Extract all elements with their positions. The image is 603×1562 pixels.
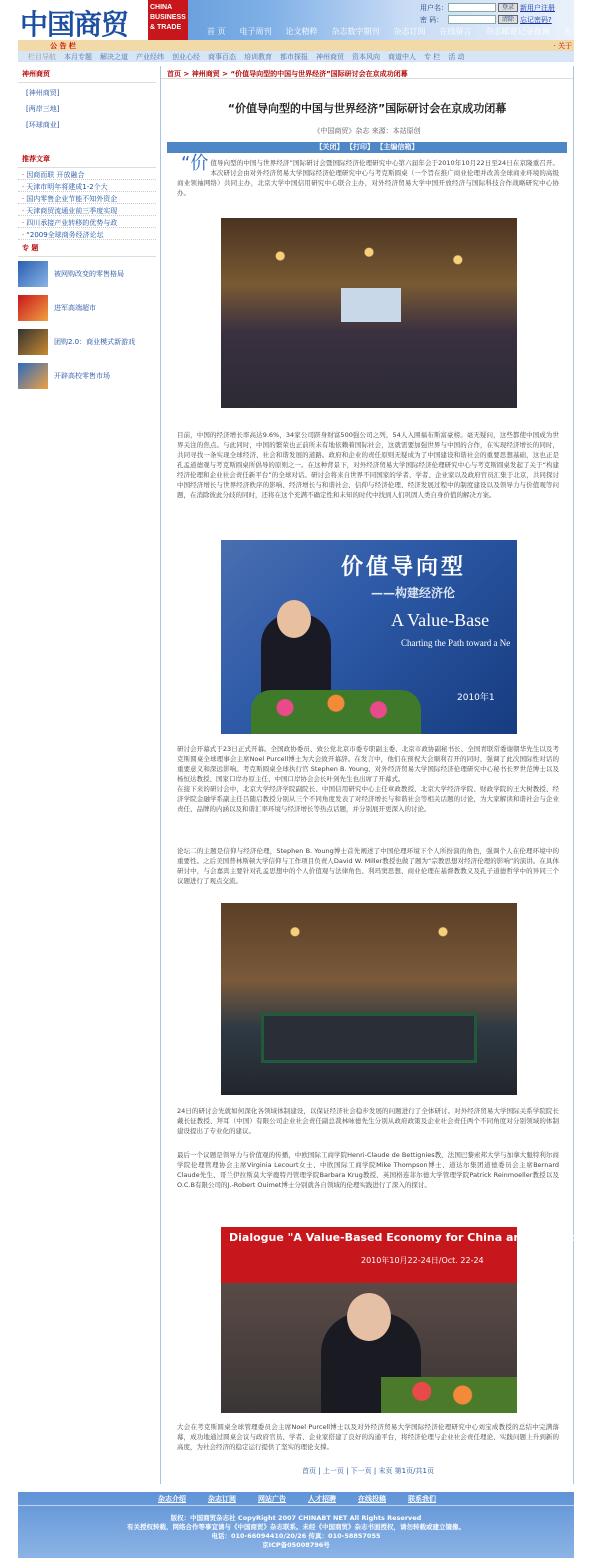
password-input[interactable] <box>448 15 496 24</box>
article-paragraph: 24日的研讨会先就如何深化各领域体制建设，以保证经济社会稳步发展的问题进行了全体研讨。对外经济贸易大学国际关系学院院长戴长征教授、拜耳（中国）有限公司企业社会责任副总裁林咏德先生分别从政府政策及企业社会责任两个不同角度对分别领域的体制建设提出了专业化的建议。 <box>177 1107 559 1135</box>
sidebar-section-title: 神州商贸 <box>18 66 156 83</box>
logo-text-en: CHINA BUSINESS & TRADE <box>148 0 188 40</box>
article-paragraph: 研讨会开幕式于23日正式开幕。全国政协委员、致公党北京市委专职副主委、北京市政协副秘书长、全国青联常委谢朝华先生以及考克斯圆桌全球理事会主席Noel Purcell博士为大会致开幕辞。在发言中，他们在预祝大会顺利召开的同时，强调了此次国际性对话的重要意义和深远影响。考克斯圆桌全球执行官 Stephen B. Young、对外经济贸易大学国际经济伦理研究中心秘书长罗世范博士以及杨恒达教授、国家口岸办原主任、中国口岸协会会长叶剑先生也出席了开幕式。 在接下来的研讨会中，北京大学经济学院副院长、中国信用研究中心主任章政教授、北京大学经济学院、财政学院的王大树教授、经济学院金融学系副主任吕随启教授分别从三个不同角度发表了对经济增长与和谐社会等相关话题的讨论，为大家解读和谐社会与企业责任、品牌的内涵以及和谐汇率环境与经济增长等热点话题，并分别展开更深入的讨论。 <box>177 745 559 813</box>
article-paragraph: 最后一个议题是领导力与价值观的传播，中欧国际工商学院Henri-Claude de Bettignies教、法国巴黎索邦大学与加拿大魁特利尔商学院伦理管理协会主席Virginia Lecourt女士、中欧国际工商学院Mike Thompson博士、道达尔集团道德委员会主席Bernard Claude先生、哥兰伊拉斯莫大学鹿特丹管理学院Barbara Krug教授、英国格连菲尔德大学管理学院Patrick Reinmoeller教授以及O.C.B有限公司的J.-Robert Ouimet博士分别就各自领域的伦理实践进行了深入的探讨。 <box>177 1151 559 1189</box>
notice-text[interactable]: · 关于 <box>553 41 572 50</box>
footer-link[interactable]: 杂志介绍 <box>158 1494 186 1503</box>
article-byline: 《中国商贸》杂志 来源：本站原创 <box>313 127 421 135</box>
main-nav <box>200 26 603 37</box>
breadcrumb[interactable]: 首页 > 神州商贸 > “价值导向型的中国与世界经济”国际研讨会在京成功闭幕 <box>161 66 573 79</box>
article-paragraph: 目前，中国的经济增长率高达9.6%，34家公司跻身财富500强公司之列，54人入围福布斯富豪榜。毫无疑问，这些都使中国成为世界关注的焦点。与此同时，中国的繁荣也正前所未有地依赖着国际社会，这就需要加强世界与中国的合作，在实现经济增长的同时，共同寻找一条实现全球经济、社会和谐发展的道路。政府和企业的责任原则无疑成为了中国建设和谐社会的重要思想基础，这也正是孔孟道德观与考克斯圆桌所倡导的原则之一。在这种背景下，对外经济贸易大学国际经济伦理研究中心与考克斯圆桌发起了关于“构建经济伦理和企业社会责任新平台”的全球对话。研讨会将来自世界不同国家的学者、学者、企业家以及政府官员汇集于北京，共同探讨中国经济增长与世界经济秩序的影响、经济增长与和谐社会、信仰与经济伦理、经济发展过程中的制度建设以及领导力与价值观等问题，在消除彼此分歧的同时，还将在这个充满不确定性和未知的时代中找到人们巩固人类自身价值的解决方案。 <box>177 431 559 499</box>
topic-item[interactable]: 进军高端超市 <box>18 291 156 325</box>
nav-about[interactable]: 关于我们 <box>563 27 596 36</box>
subnav-label: 栏目导航 <box>28 52 56 61</box>
table-flowers <box>381 1377 517 1413</box>
logo-text-cn: 中国商贸 <box>20 8 129 41</box>
sidebar <box>18 66 156 393</box>
page-wrapper <box>18 0 596 1549</box>
nav-weekly[interactable]: 电子周刊 <box>239 27 272 36</box>
roundtable <box>261 1013 477 1063</box>
subnav-item[interactable]: 培训教育 <box>244 52 272 61</box>
subnav-item[interactable]: 资本风向 <box>352 52 380 61</box>
subnav-item[interactable]: 创业心经 <box>172 52 200 61</box>
nav-message[interactable]: 在线留言 <box>439 27 472 36</box>
drop-quote: “价 <box>181 153 209 174</box>
login-form <box>420 2 570 26</box>
site-footer <box>18 1492 574 1558</box>
sidebar-category-links <box>18 83 156 131</box>
logo[interactable] <box>18 0 148 40</box>
sidebar-link[interactable]: [神州商贸] <box>26 89 60 97</box>
forgot-password-link[interactable]: 忘记密码? <box>520 15 552 24</box>
nav-mail-query[interactable]: 杂志邮寄记录查询 <box>485 27 550 36</box>
article-paragraph: “价值导向型的中国与世界经济”国际研讨会暨国际经济伦理研究中心第六届年会于2010年10月22日至24日在京隆重召开。本次研讨会由对外经济贸易大学国际经济伦理研究中心与考克斯圆桌（一个旨在推广商业伦理并改善全球商业环境的高级商业领袖网络）共同主办，北京大学中国信用研究中心联合主办，对外经济贸易大学中国开放经济与国际科技合作战略研究中心协办。 <box>177 153 559 197</box>
sidebar-section-title: 推荐文章 <box>18 151 156 168</box>
sidebar-link[interactable]: [两岸三地] <box>26 105 60 113</box>
nav-digital[interactable]: 杂志数字期刊 <box>331 27 380 36</box>
conference-photo-2: 价值导向型 ——构建经济伦 A Value-Base Charting the Path toward a Ne 2010年1 <box>221 540 517 734</box>
subnav-item[interactable]: 产业经纬 <box>136 52 164 61</box>
subnav-item[interactable]: 活 动 <box>448 52 465 61</box>
footer-link[interactable]: 杂志订阅 <box>208 1494 236 1503</box>
list-item[interactable]: · 国内零售企业节能不知外资企 <box>18 192 156 204</box>
speaker-head <box>277 600 311 638</box>
footer-link[interactable]: 网站广告 <box>258 1494 286 1503</box>
topic-thumbnail[interactable] <box>18 329 48 355</box>
article-title: “价值导向型的中国与世界经济”国际研讨会在京成功闭幕 <box>227 102 507 115</box>
password-label: 密 码： <box>420 15 444 24</box>
conference-photo-3 <box>221 903 517 1095</box>
list-item[interactable]: · 天津市明年将建成1-2个大 <box>18 180 156 192</box>
footer-link[interactable]: 在线投稿 <box>358 1494 386 1503</box>
projection-screen <box>341 288 401 322</box>
list-item[interactable]: · 天津商贸流通业前三季度实现 <box>18 204 156 216</box>
subnav-item[interactable]: 解决之道 <box>100 52 128 61</box>
list-item[interactable]: · “2009全球商务经济论坛 <box>18 228 156 240</box>
footer-nav <box>18 1492 574 1506</box>
conference-photo-4: Dialogue "A Value-Based Economy for China and the Wo 2010年10月22-24日/Oct. 22-24 <box>221 1227 517 1413</box>
subnav-item[interactable]: 神州商贸 <box>316 52 344 61</box>
subnav-item[interactable]: 本月专题 <box>64 52 92 61</box>
notice-label: 公 告 栏 <box>50 41 76 50</box>
topic-thumbnail[interactable] <box>18 261 48 287</box>
topic-item[interactable]: 被网购改变的零售格局 <box>18 257 156 291</box>
sub-nav <box>18 51 574 62</box>
footer-notice: 有关授权转载、网络合作等事宜请与《中国商贸》杂志联系。未经《中国商贸》杂志书面授权，请勿转载或建立镜像。 <box>127 1523 465 1531</box>
footer-link[interactable]: 人才招聘 <box>308 1494 336 1503</box>
footer-copyright: 版权：中国商贸杂志社 CopyRight 2007 CHINABT NET All Rights Reserved <box>170 1514 422 1522</box>
topic-thumbnail[interactable] <box>18 295 48 321</box>
recommended-list <box>18 168 156 240</box>
speaker-head <box>347 1293 391 1341</box>
footer-link[interactable]: 联系我们 <box>408 1494 436 1503</box>
article-paragraph: 论坛二的主题是信仰与经济伦理，Stephen B. Young博士首先阐述了中国伦理环境下个人所扮演的角色，强调个人在伦理环境中的重要性。之后美国普林斯顿大学信仰与工作项目负责人David W. Miller教授也做了题为“宗教思想对经济伦理的影响”的演讲。在具体研讨中，与会嘉宾主要针对孔孟思想中的个人价值观与法律角色、利玛窦思想、商业伦理在基督教教义及孔子道德哲学中的异同三个议题进行了观点交流。 <box>177 847 559 885</box>
nav-home[interactable]: 首 页 <box>207 27 226 36</box>
article-toolbar[interactable]: 【关闭】 【打印】 【主编信箱】 <box>167 142 567 153</box>
article-paragraph: 大会在考克斯圆桌全球管理委员会主席Noel Purcell博士以及对外经济贸易大学国际经济伦理研究中心刘宝成教授的总结中完满落幕，成功地通过圆桌会议与政府官员、学者、企业家搭建了良好的沟通平台，将经济伦理与企业社会责任理论、实践问题上升到新的高度，为社会经济的稳定运行提供了坚实的理论支撑。 <box>177 1423 559 1451</box>
topic-item[interactable]: 团购2.0：商业模式新游戏 <box>18 325 156 359</box>
site-header <box>18 0 596 41</box>
footer-icp[interactable]: 京ICP备05008796号 <box>262 1541 330 1549</box>
list-item[interactable]: · 四川承接产业转移的优势与政 <box>18 216 156 228</box>
username-input[interactable] <box>448 3 496 12</box>
footer-contact: 电话：010-66094410/20/26 传真：010-58857055 <box>211 1532 381 1540</box>
clear-button[interactable]: 清除 <box>498 15 518 24</box>
nav-subscribe[interactable]: 杂志订阅 <box>393 27 426 36</box>
subnav-item[interactable]: 专 栏 <box>424 52 441 61</box>
login-button[interactable]: 登录 <box>498 3 518 12</box>
list-item[interactable]: · 因商而联 开放融合 <box>18 168 156 180</box>
podium-flowers <box>251 690 421 734</box>
article-main <box>160 66 577 1484</box>
pagination[interactable]: 首页 | 上一页 | 下一页 | 末页 第1页/共1页 <box>302 1467 434 1475</box>
nav-papers[interactable]: 论文精粹 <box>285 27 318 36</box>
subnav-item[interactable]: 商事百态 <box>208 52 236 61</box>
username-label: 用户名： <box>420 3 448 12</box>
register-link[interactable]: 新用户注册 <box>520 3 556 12</box>
subnav-item[interactable]: 商道中人 <box>388 52 416 61</box>
sidebar-section-title: 专 题 <box>18 240 156 257</box>
conference-photo-1 <box>221 218 517 408</box>
topic-item[interactable]: 开辟高校零售市场 <box>18 359 156 393</box>
subnav-item[interactable]: 都市探报 <box>280 52 308 61</box>
topic-thumbnail[interactable] <box>18 363 48 389</box>
sidebar-link[interactable]: [环球商业] <box>26 121 60 129</box>
